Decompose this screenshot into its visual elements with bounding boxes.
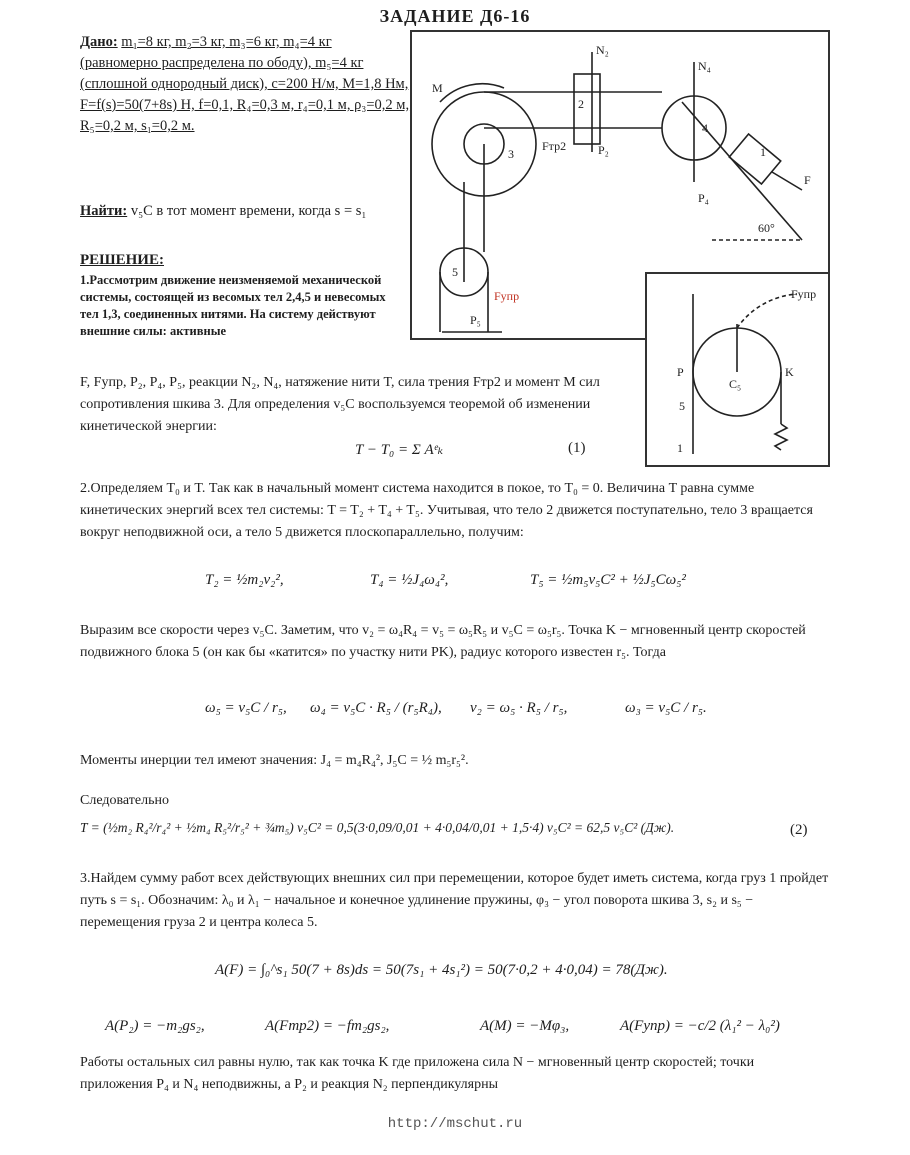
paragraph-6: 3.Найдем сумму работ всех действующих внешних сил при перемещении, которое будет иметь система, когда груз 1 пройдет путь s = s₁. Обозначим: λ₀ и λ₁ − начальное и конечное удлинение пружины, φ₃ − угол поворота шкива 3, s₂ и s₅ − перемещения груза 2 и центра колеса 5.	[80, 871, 829, 930]
paragraph-3: Выразим все скорости через v₅С. Заметим, что v₂ = ω₄R₄ = v₅ = ω₅R₅ и v₅С = ω₅r₅. Точка K − мгновенный центр скоростей подвижного блока 5 (он как бы «катится» по участку нити PK), радиус которого известен r₅. Тогда	[80, 623, 806, 660]
footer-url[interactable]: http://mschut.ru	[387, 1116, 523, 1132]
fig-label-Ftr2: Fтр2	[542, 139, 567, 153]
fig-label-P2: P₂	[598, 143, 609, 157]
find-text: v₅С в тот момент времени, когда s = s₁	[130, 203, 367, 219]
detail-drawing	[647, 274, 828, 465]
find-label: Найти:	[80, 203, 128, 219]
equation-6c: A(M) = −Mφ₃,	[480, 1018, 570, 1034]
paragraph-1: 1.Рассмотрим движение неизменяемой механической системы, состоящей из весомых тел 2,4,5 и невесомых тел 1,3, соединенных нитями. На систему действуют внешние силы: активные	[80, 273, 386, 338]
given-block	[80, 32, 410, 137]
fig-label-Fupr: Fупр	[494, 289, 520, 303]
equation-2a: T₂ = ½m₂v₂²,	[205, 572, 284, 588]
fig-label-F: F	[804, 173, 811, 187]
fig-label-P5: P₅	[470, 313, 481, 327]
equation-2b: T₄ = ½J₄ω₄²,	[370, 572, 449, 588]
detail-label-C5: C₅	[729, 377, 742, 391]
detail-label-5: 5	[679, 399, 685, 413]
equation-3a: ω₅ = v₅С / r₅,	[205, 700, 287, 716]
equation-1-number: (1)	[568, 440, 586, 456]
paragraph-2: 2.Определяем T₀ и T. Так как в начальный момент система находится в покое, то T₀ = 0. Величина T равна сумме кинетических энергий всех тел системы: T = T₂ + T₄ + T₅. Учитывая, что тело 2 движется поступательно, тело 3 вращается вокруг неподвижной оси, а тело 5 движется плоскопараллельно, получим:	[80, 481, 813, 540]
fig-label-1: 1	[760, 145, 766, 159]
paragraph-1-continued: F, Fупр, P₂, P₄, P₅, реакции N₂, N₄, натяжение нити T, сила трения Fтр2 и момент M сил сопротивления шкива 3. Для определения v₅С воспользуемся теоремой об изменении кинетической энергии:	[80, 375, 600, 434]
paragraph-5: Следовательно	[80, 793, 169, 808]
given-label: Дано:	[80, 34, 118, 50]
detail-label-Fupr: Fупр	[791, 287, 817, 301]
equation-6d: A(Fупр) = −c/2 (λ₁² − λ₀²)	[620, 1018, 780, 1034]
paragraph-4: Моменты инерции тел имеют значения: J₄ = m₄R₄², J₅С = ½ m₅r₅².	[80, 753, 469, 768]
solution-header: РЕШЕНИЕ:	[80, 252, 164, 268]
page-title: ЗАДАНИЕ Д6-16	[379, 6, 531, 26]
fig-label-3: 3	[508, 147, 514, 161]
equation-3c: v₂ = ω₅ · R₅ / r₅,	[470, 700, 568, 716]
given-text: m₁=8 кг, m₂=3 кг, m₃=6 кг, m₄=4 кг (равномерно распределена по ободу), m₅=4 кг (сплошной однородный диск), c=200 Н/м, M=1,8 Нм, F=f(s)=50(7+8s) Н, f=0,1, R₄=0,3 м, r₄=0,1 м, ρ₃=0,2 м, R₅=0,2 м, s₁=0,2 м.	[80, 34, 410, 134]
equation-1: T − T₀ = Σ Aᵉₖ	[355, 442, 444, 458]
equation-3b: ω₄ = v₅С · R₅ / (r₅R₄),	[310, 700, 442, 716]
equation-6b: A(Fтр2) = −fm₂gs₂,	[265, 1018, 390, 1034]
equation-6a: A(P₂) = −m₂gs₂,	[105, 1018, 205, 1034]
fig-label-5: 5	[452, 265, 458, 279]
detail-label-K: K	[785, 365, 794, 379]
paragraph-7: Работы остальных сил равны нулю, так как точка K где приложена сила N − мгновенный центр скоростей; точки приложения P₄ и N₄ неподвижны, а P₂ и реакция N₂ перпендикулярны	[80, 1055, 755, 1092]
fig-label-N2: N₂	[596, 43, 609, 57]
load-1	[729, 134, 780, 184]
fig-label-4: 4	[702, 121, 708, 135]
equation-4: T = (½m₂ R₄²/r₄² + ½m₄ R₅²/r₅² + ¾m₅) v₅С² = 0,5(3·0,09/0,01 + 4·0,04/0,01 + 1,5·4) v₅С² = 62,5 v₅С² (Дж).	[80, 820, 675, 835]
equation-2c: T₅ = ½m₅v₅С² + ½J₅Сω₅²	[530, 572, 686, 588]
fig-label-M: M	[432, 81, 443, 95]
equation-5: A(F) = ∫₀^s₁ 50(7 + 8s)ds = 50(7s₁ + 4s₁²) = 50(7·0,2 + 4·0,04) = 78(Дж).	[215, 962, 668, 978]
fig-label-P4: P₄	[698, 191, 709, 205]
detail-figure	[645, 272, 830, 467]
equation-4-number: (2)	[790, 822, 808, 838]
find-block	[80, 200, 410, 222]
fig-label-2: 2	[578, 97, 584, 111]
detail-label-1: 1	[677, 441, 683, 455]
fig-label-60deg: 60°	[758, 221, 775, 235]
equation-3d: ω₃ = v₅С / r₅.	[625, 700, 707, 716]
detail-label-P: P	[677, 365, 684, 379]
spring	[775, 424, 787, 450]
fig-label-N4: N₄	[698, 59, 711, 73]
